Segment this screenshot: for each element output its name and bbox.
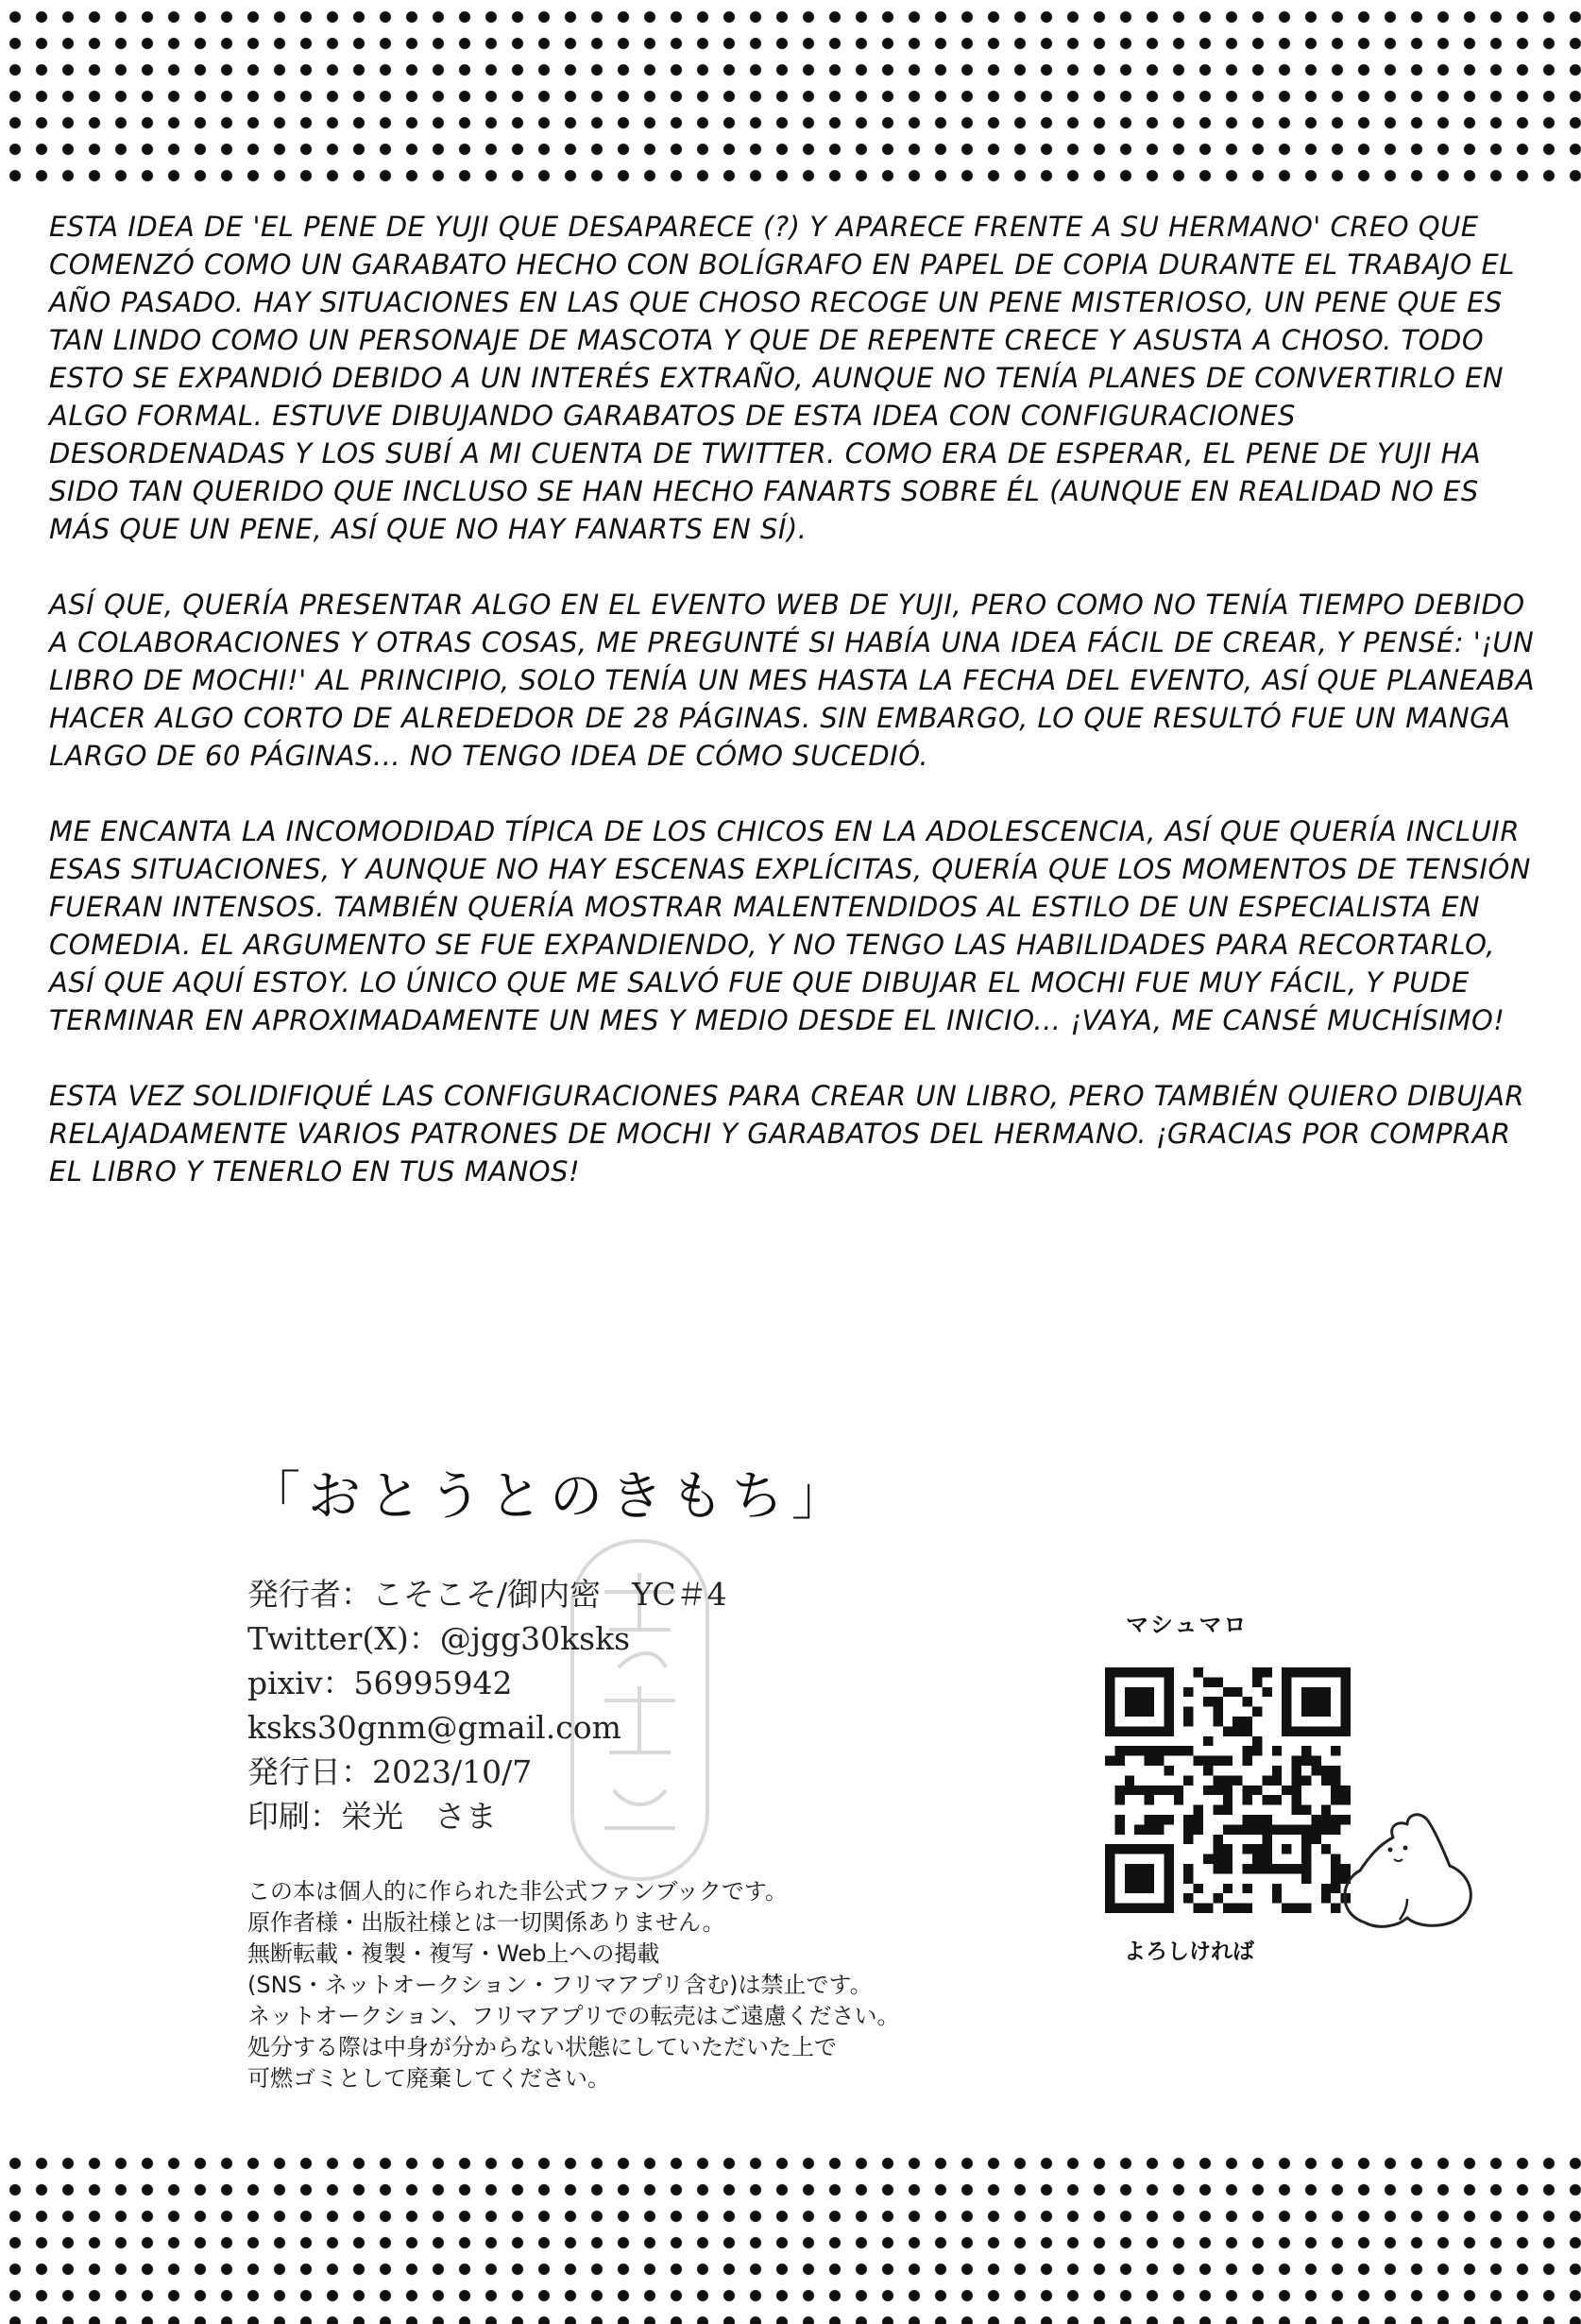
qr-label: マシュマロ	[1126, 1612, 1249, 1638]
publisher-line: 発行者：こそこそ/御内密 YC＃4	[247, 1576, 727, 1613]
essay-paragraph-3: ME ENCANTA LA INCOMODIDAD TÍPICA DE LOS CHICOS EN LA ADOLESCENCIA, ASÍ QUE QUERÍA INCLUIR ESAS SITUACIONES, Y AUNQUE NO HAY ESCENAS EXPLÍCITAS, QUERÍA QUE LOS MOMENTOS DE TENSIÓN FUERAN INTENSOS. TAMBIÉN QUERÍA MOSTRAR MALENTENDIDOS AL ESTILO DE UN ESPECIALISTA EN COMEDIA. EL ARGUMENTO SE FUE EXPANDIENDO, Y NO TENGO LAS HABILIDADES PARA RECORTARLO, ASÍ QUE AQUÍ ESTOY. LO ÚNICO QUE ME SALVÓ FUE QUE DIBUJAR EL MOCHI FUE MUY FÁCIL, Y PUDE TERMINAR EN APROXIMADAMENTE UN MES Y MEDIO DESDE EL INICIO... ¡VAYA, ME CANSÉ MUCHÍSIMO!	[49, 815, 1531, 1036]
note-line: 処分する際は中身が分からない状態にしていただいた上で	[247, 2034, 837, 2060]
polka-dot-border-bottom	[0, 2145, 1581, 2324]
colophon	[247, 1455, 1022, 2094]
essay-paragraph-1: ESTA IDEA DE 'EL PENE DE YUJI QUE DESAPARECE (?) Y APARECE FRENTE A SU HERMANO' CREO QUE COMENZÓ COMO UN GARABATO HECHO CON BOLÍGRAFO EN PAPEL DE COPIA DURANTE EL TRABAJO EL AÑO PASADO. HAY SITUACIONES EN LAS QUE CHOSO RECOGE UN PENE MISTERIOSO, UN PENE QUE ES TAN LINDO COMO UN PERSONAJE DE MASCOTA Y QUE DE REPENTE CRECE Y ASUSTA A CHOSO. TODO ESTO SE EXPANDIÓ DEBIDO A UN INTERÉS EXTRAÑO, AUNQUE NO TENÍA PLANES DE CONVERTIRLO EN ALGO FORMAL. ESTUVE DIBUJANDO GARABATOS DE ESTA IDEA CON CONFIGURACIONES DESORDENADAS Y LOS SUBÍ A MI CUENTA DE TWITTER. COMO ERA DE ESPERAR, EL PENE DE YUJI HA SIDO TAN QUERIDO QUE INCLUSO SE HAN HECHO FANARTS SOBRE ÉL (AUNQUE EN REALIDAD NO ES MÁS QUE UN PENE, ASÍ QUE NO HAY FANARTS EN SÍ).	[49, 211, 1515, 545]
note-line: 可燃ゴミとして廃棄してください。	[247, 2065, 610, 2092]
qr-caption: よろしければ	[1124, 1940, 1254, 1964]
pixiv-line: pixiv：56995942	[247, 1665, 513, 1701]
note-line: 原作者様・出版社様とは一切関係ありません。	[247, 1909, 725, 1936]
note-line: (SNS・ネットオークション・フリマアプリ含む)は禁止です。	[247, 1972, 873, 1998]
publish-date-line: 発行日：2023/10/7	[247, 1753, 533, 1790]
marshmallow-qr-block	[1105, 1606, 1351, 1965]
book-title: 「おとうとのきもち」	[247, 1466, 852, 1528]
note-line: ネットオークション、フリマアプリでの転売はご遠慮ください。	[247, 2003, 900, 2029]
note-line: 無断転載・複製・複写・Web上への掲載	[247, 1940, 660, 1967]
note-line: この本は個人的に作られた非公式ファンブックです。	[247, 1878, 788, 1905]
qr-code-icon[interactable]	[1105, 1667, 1351, 1913]
mochi-mascot-icon	[1332, 1804, 1483, 1937]
legal-notes	[247, 1876, 1022, 2094]
afterword-essay	[49, 208, 1541, 1228]
printer-line: 印刷：栄光 さま	[247, 1798, 497, 1835]
twitter-line: Twitter(X)：@jgg30ksks	[247, 1620, 631, 1657]
email-line: ksks30gnm@gmail.com	[247, 1709, 621, 1746]
polka-dot-border-top	[0, 0, 1581, 185]
essay-paragraph-2: ASÍ QUE, QUERÍA PRESENTAR ALGO EN EL EVENTO WEB DE YUJI, PERO COMO NO TENÍA TIEMPO DEBIDO A COLABORACIONES Y OTRAS COSAS, ME PREGUNTÉ SI HABÍA UNA IDEA FÁCIL DE CREAR, Y PENSÉ: '¡UN LIBRO DE MOCHI!' AL PRINCIPIO, SOLO TENÍA UN MES HASTA LA FECHA DEL EVENTO, ASÍ QUE PLANEABA HACER ALGO CORTO DE ALREDEDOR DE 28 PÁGINAS. SIN EMBARGO, LO QUE RESULTÓ FUE UN MANGA LARGO DE 60 PÁGINAS... NO TENGO IDEA DE CÓMO SUCEDIÓ.	[49, 589, 1536, 772]
essay-paragraph-4: ESTA VEZ SOLIDIFIQUÉ LAS CONFIGURACIONES PARA CREAR UN LIBRO, PERO TAMBIÉN QUIERO DIBUJAR RELAJADAMENTE VARIOS PATRONES DE MOCHI Y GARABATOS DEL HERMANO. ¡GRACIAS POR COMPRAR EL LIBRO Y TENERLO EN TUS MANOS!	[49, 1080, 1525, 1188]
